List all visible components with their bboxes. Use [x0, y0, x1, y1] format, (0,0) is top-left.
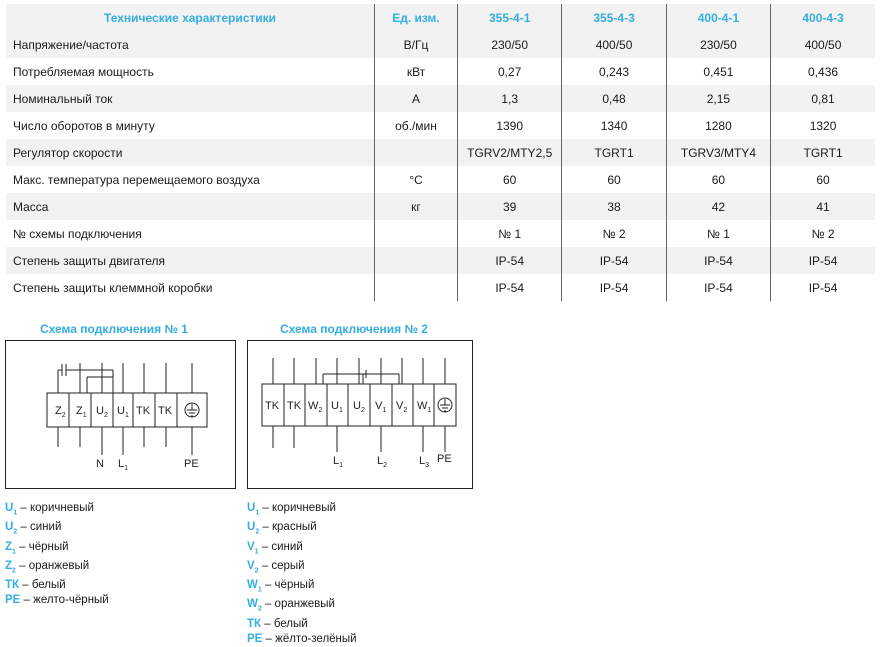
table-row [6, 193, 875, 220]
row-unit: В/Гц [375, 31, 458, 58]
table-row [6, 166, 875, 193]
legend-key-index: 1 [13, 509, 18, 517]
legend-key-letter: Z [5, 540, 13, 553]
legend-key [247, 521, 260, 536]
s1-legend-item [5, 501, 109, 520]
row-value: TGRT1 [562, 139, 666, 166]
legend-key-index: 2 [254, 567, 259, 575]
row-value: 1340 [562, 112, 666, 139]
row-value: 0,451 [666, 58, 770, 85]
legend-key-index: 2 [12, 567, 16, 575]
s1-label-l1: $L_1$ [118, 458, 129, 472]
row-unit: А [375, 85, 458, 112]
s1-label-n: N [96, 458, 104, 470]
legend-key-letter: ТК [5, 579, 20, 592]
row-value: 60 [666, 166, 770, 193]
row-unit [375, 274, 458, 301]
row-parameter-name: Число оборотов в минуту [6, 112, 375, 139]
s1-legend-item [5, 578, 109, 593]
s2-legend-item [247, 597, 357, 616]
row-parameter-name: Регулятор скорости [6, 139, 375, 166]
legend-key [5, 594, 20, 606]
legend-key-letter: ТК [247, 617, 262, 630]
row-unit [375, 247, 458, 274]
row-parameter-name: Макс. температура перемещаемого воздуха [6, 166, 375, 193]
row-value: 2,15 [666, 85, 770, 112]
legend-key [5, 502, 18, 517]
s2-terminal-u2: $U_2$ [353, 400, 365, 414]
row-value: 60 [562, 166, 666, 193]
row-value: 60 [771, 166, 875, 193]
s2-label-l3: $L_3$ [419, 455, 430, 469]
row-value: 0,243 [562, 58, 666, 85]
row-value: 230/50 [666, 31, 770, 58]
row-value: IP-54 [562, 247, 666, 274]
s1-legend-item [5, 540, 109, 559]
row-value: TGRV2/MTY2,5 [458, 139, 562, 166]
legend-text: – желто-чёрный [20, 594, 109, 607]
s1-legend-item [5, 520, 109, 539]
row-value: 0,436 [771, 58, 875, 85]
legend-key-letter: U [247, 521, 256, 534]
legend-key [247, 579, 262, 594]
row-value: 1280 [666, 112, 770, 139]
s1-legend-item [5, 593, 109, 608]
spec-table [6, 4, 875, 301]
header-model-1: 355-4-1 [458, 4, 562, 31]
table-row [6, 274, 875, 301]
legend-text: – жёлто-зелёный [262, 632, 357, 645]
table-row [6, 58, 875, 85]
legend-text: – чёрный [15, 540, 69, 553]
s1-terminal-tk2: TK [158, 405, 173, 417]
legend-key-letter: U [5, 521, 14, 534]
row-value: IP-54 [458, 247, 562, 274]
scheme-1-diagram [5, 340, 236, 489]
legend-key-index: 2 [13, 528, 18, 536]
row-value: IP-54 [458, 274, 562, 301]
row-parameter-name: Масса [6, 193, 375, 220]
legend-key [247, 598, 262, 613]
s2-label-pe: PE [437, 453, 452, 465]
s2-legend-item [247, 501, 357, 520]
row-value: IP-54 [666, 247, 770, 274]
row-parameter-name: № схемы подключения [6, 220, 375, 247]
header-model-4: 400-4-3 [771, 4, 875, 31]
row-unit [375, 139, 458, 166]
row-value: IP-54 [562, 274, 666, 301]
s1-label-pe: PE [184, 458, 199, 470]
row-value: № 2 [771, 220, 875, 247]
row-value: TGRT1 [771, 139, 875, 166]
s2-legend-item [247, 559, 357, 578]
row-value: 0,27 [458, 58, 562, 85]
row-value: 42 [666, 193, 770, 220]
row-value: 0,48 [562, 85, 666, 112]
row-unit [375, 220, 458, 247]
legend-key [5, 521, 18, 536]
legend-key-index: 2 [255, 528, 260, 536]
table-row [6, 220, 875, 247]
s2-terminal-tk1: TK [265, 400, 280, 412]
s2-terminal-w1: $W_1$ [417, 400, 432, 414]
s1-terminal-u1: $U_1$ [117, 405, 129, 419]
legend-key-letter: Z [5, 559, 13, 572]
s2-label-l1: $L_1$ [333, 455, 344, 469]
legend-key-letter: W [247, 579, 258, 592]
row-parameter-name: Напряжение/частота [6, 31, 375, 58]
row-value: 38 [562, 193, 666, 220]
header-model-2: 355-4-3 [562, 4, 666, 31]
row-parameter-name: Степень защиты клеммной коробки [6, 274, 375, 301]
header-unit: Ед. изм. [375, 4, 458, 31]
legend-key [5, 559, 16, 575]
scheme-2-legend [247, 501, 357, 647]
legend-text: – белый [19, 579, 66, 592]
s2-legend-item [247, 520, 357, 539]
s2-label-l2: $L_2$ [377, 455, 388, 469]
legend-text: – синий [258, 540, 303, 553]
row-value: IP-54 [771, 247, 875, 274]
row-unit: кВт [375, 58, 458, 85]
s1-terminal-tk1: TK [136, 405, 151, 417]
row-value: № 2 [562, 220, 666, 247]
legend-text: – оранжевый [15, 559, 90, 572]
row-parameter-name: Степень защиты двигателя [6, 247, 375, 274]
s2-legend-item [247, 617, 357, 632]
s1-terminal-z2: $Z_2$ [55, 405, 66, 419]
row-parameter-name: Потребляемая мощность [6, 58, 375, 85]
row-value: 1320 [771, 112, 875, 139]
scheme-2-diagram [247, 340, 473, 489]
legend-key [247, 502, 260, 517]
legend-text: – коричневый [17, 502, 94, 514]
row-value: IP-54 [666, 274, 770, 301]
row-value: 0,81 [771, 85, 875, 112]
legend-key-index: 1 [254, 547, 259, 555]
legend-key-letter: U [247, 502, 256, 514]
legend-key [247, 618, 261, 630]
s2-terminal-w2: $W_2$ [308, 400, 323, 414]
legend-key-index: 1 [257, 586, 262, 594]
table-row [6, 85, 875, 112]
legend-text: – красный [259, 521, 317, 534]
legend-key-index: 1 [255, 509, 260, 517]
row-value: 1390 [458, 112, 562, 139]
row-value: № 1 [666, 220, 770, 247]
legend-key-letter: PE [5, 594, 21, 607]
s2-legend-item [247, 578, 357, 597]
row-value: TGRV3/MTY4 [666, 139, 770, 166]
legend-key-letter: W [247, 598, 258, 611]
header-specs: Технические характеристики [6, 4, 375, 31]
legend-key [5, 579, 19, 591]
legend-text: – синий [17, 521, 62, 534]
legend-key [247, 633, 262, 645]
s2-terminal-tk2: TK [287, 400, 302, 412]
s1-terminal-u2: $U_2$ [96, 405, 108, 419]
legend-key-index: 1 [12, 547, 16, 555]
legend-text: – чёрный [261, 579, 315, 592]
s1-legend-item [5, 559, 109, 578]
s2-legend-item [247, 632, 357, 647]
row-parameter-name: Номинальный ток [6, 85, 375, 112]
legend-text: – серый [258, 559, 305, 572]
row-value: 400/50 [771, 31, 875, 58]
legend-key-letter: U [5, 502, 14, 514]
row-unit: об./мин [375, 112, 458, 139]
legend-key-letter: V [247, 540, 255, 553]
row-unit: °С [375, 166, 458, 193]
table-row [6, 31, 875, 58]
scheme-1-legend [5, 501, 109, 608]
row-value: 41 [771, 193, 875, 220]
s2-terminal-v2: $V_2$ [396, 400, 408, 414]
row-value: № 1 [458, 220, 562, 247]
table-row [6, 112, 875, 139]
s2-terminal-v1: $V_1$ [375, 400, 387, 414]
scheme-1-title: Схема подключения № 1 [40, 322, 188, 336]
row-value: IP-54 [771, 274, 875, 301]
row-value: 1,3 [458, 85, 562, 112]
table-row [6, 247, 875, 274]
row-value: 60 [458, 166, 562, 193]
legend-key [247, 559, 259, 575]
row-value: 400/50 [562, 31, 666, 58]
legend-key-letter: PE [247, 632, 263, 645]
row-value: 230/50 [458, 31, 562, 58]
header-model-3: 400-4-1 [666, 4, 770, 31]
legend-key-letter: V [247, 559, 255, 572]
scheme-2-title: Схема подключения № 2 [280, 322, 428, 336]
legend-text: – оранжевый [261, 598, 335, 611]
table-row [6, 139, 875, 166]
table-header-row [6, 4, 875, 31]
s2-legend-item [247, 540, 357, 559]
legend-key [5, 541, 16, 553]
legend-text: – белый [261, 617, 308, 630]
s1-terminal-z1: $Z_1$ [76, 405, 87, 419]
legend-text: – коричневый [259, 502, 336, 514]
legend-key [247, 541, 259, 553]
s2-terminal-u1: $U_1$ [331, 400, 343, 414]
row-value: 39 [458, 193, 562, 220]
legend-key-index: 2 [257, 605, 262, 613]
row-unit: кг [375, 193, 458, 220]
